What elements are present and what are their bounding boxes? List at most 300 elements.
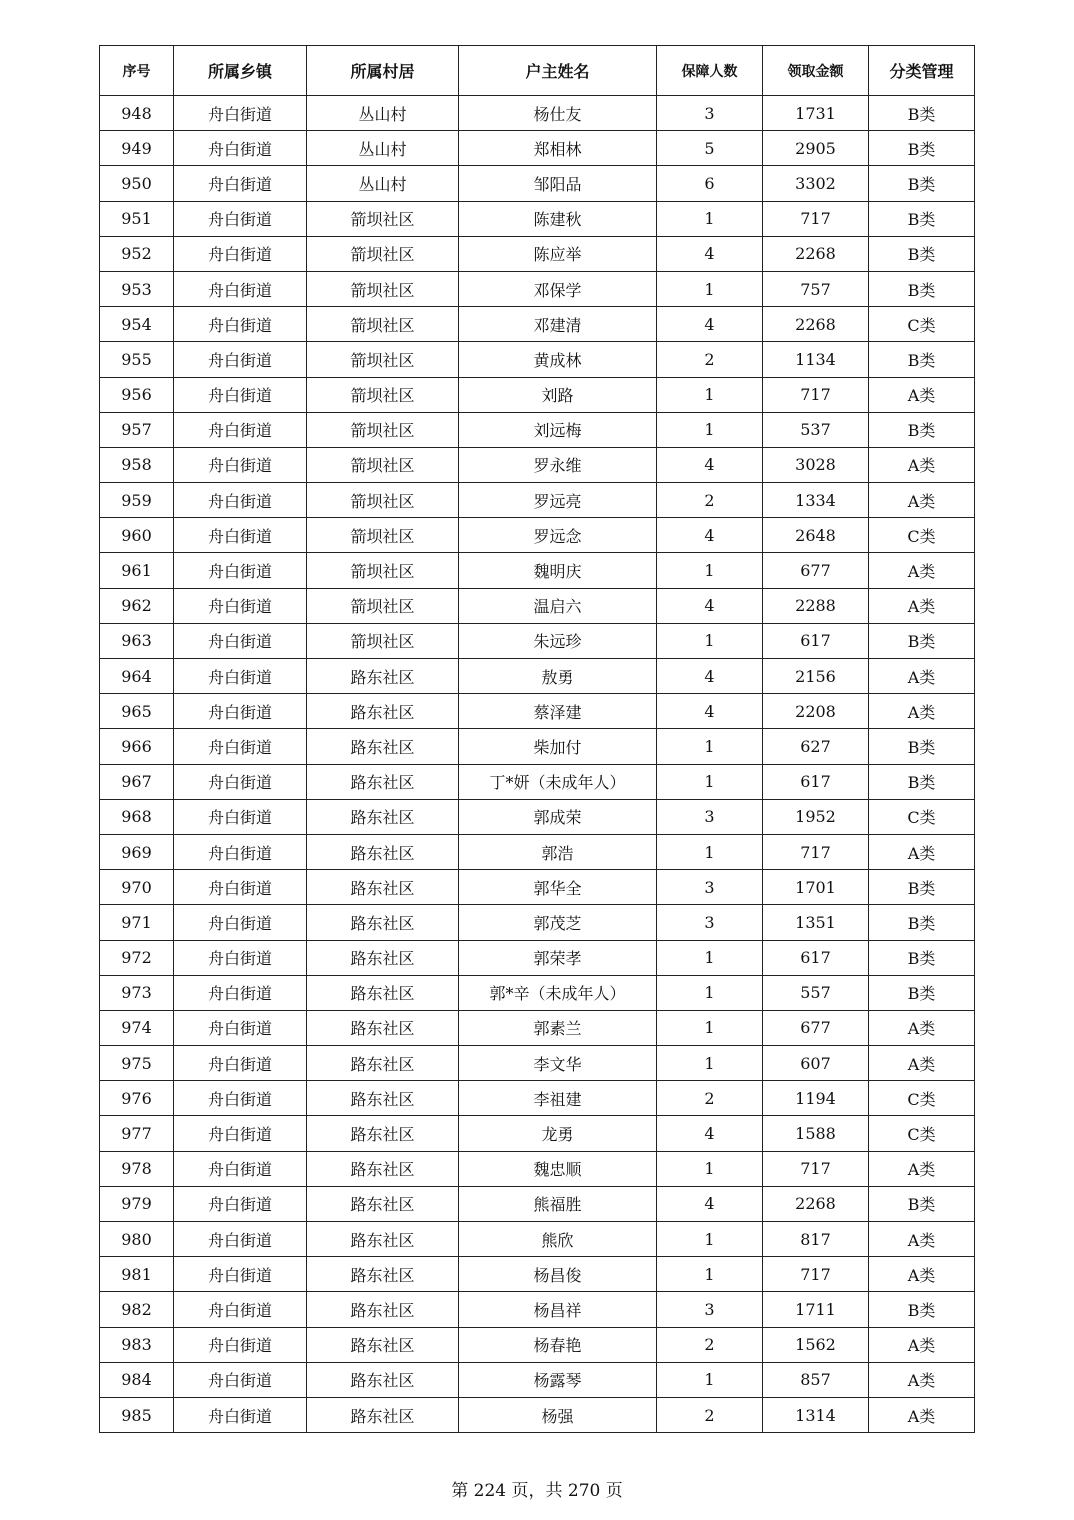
table-header-row bbox=[100, 46, 975, 96]
township-cell: 舟白街道 bbox=[174, 1116, 307, 1151]
covered-persons-cell: 1 bbox=[657, 1151, 763, 1186]
table-row bbox=[100, 1151, 975, 1186]
serial-cell: 980 bbox=[100, 1222, 174, 1257]
amount-cell: 677 bbox=[763, 553, 869, 588]
village-cell: 路东社区 bbox=[307, 834, 459, 869]
category-cell: A类 bbox=[869, 1362, 975, 1397]
category-cell: A类 bbox=[869, 553, 975, 588]
householder-cell: 陈应举 bbox=[459, 236, 657, 271]
category-cell: A类 bbox=[869, 377, 975, 412]
householder-cell: 敖勇 bbox=[459, 659, 657, 694]
township-cell: 舟白街道 bbox=[174, 307, 307, 342]
serial-cell: 963 bbox=[100, 623, 174, 658]
table-row bbox=[100, 447, 975, 482]
serial-cell: 974 bbox=[100, 1010, 174, 1045]
category-cell: A类 bbox=[869, 1397, 975, 1432]
covered-persons-cell: 4 bbox=[657, 447, 763, 482]
covered-persons-cell: 2 bbox=[657, 342, 763, 377]
assistance-roster-table bbox=[99, 45, 975, 1433]
village-cell: 箭坝社区 bbox=[307, 307, 459, 342]
covered-persons-cell: 5 bbox=[657, 131, 763, 166]
serial-cell: 957 bbox=[100, 412, 174, 447]
table-row bbox=[100, 342, 975, 377]
township-cell: 舟白街道 bbox=[174, 694, 307, 729]
amount-cell: 817 bbox=[763, 1222, 869, 1257]
village-cell: 路东社区 bbox=[307, 1222, 459, 1257]
amount-cell: 2208 bbox=[763, 694, 869, 729]
amount-cell: 3302 bbox=[763, 166, 869, 201]
serial-cell: 959 bbox=[100, 483, 174, 518]
serial-cell: 958 bbox=[100, 447, 174, 482]
township-cell: 舟白街道 bbox=[174, 271, 307, 306]
township-cell: 舟白街道 bbox=[174, 96, 307, 131]
householder-cell: 刘路 bbox=[459, 377, 657, 412]
village-cell: 箭坝社区 bbox=[307, 483, 459, 518]
covered-persons-cell: 3 bbox=[657, 1292, 763, 1327]
amount-cell: 2268 bbox=[763, 1186, 869, 1221]
householder-cell: 熊欣 bbox=[459, 1222, 657, 1257]
serial-cell: 955 bbox=[100, 342, 174, 377]
amount-cell: 1588 bbox=[763, 1116, 869, 1151]
amount-cell: 717 bbox=[763, 1257, 869, 1292]
table-row bbox=[100, 271, 975, 306]
amount-cell: 2288 bbox=[763, 588, 869, 623]
serial-cell: 966 bbox=[100, 729, 174, 764]
village-cell: 箭坝社区 bbox=[307, 623, 459, 658]
serial-cell: 972 bbox=[100, 940, 174, 975]
covered-persons-cell: 1 bbox=[657, 834, 763, 869]
covered-persons-cell: 1 bbox=[657, 940, 763, 975]
village-cell: 路东社区 bbox=[307, 1257, 459, 1292]
township-cell: 舟白街道 bbox=[174, 131, 307, 166]
township-cell: 舟白街道 bbox=[174, 659, 307, 694]
township-cell: 舟白街道 bbox=[174, 870, 307, 905]
category-cell: B类 bbox=[869, 131, 975, 166]
category-cell: C类 bbox=[869, 518, 975, 553]
table-row bbox=[100, 694, 975, 729]
township-cell: 舟白街道 bbox=[174, 940, 307, 975]
serial-cell: 981 bbox=[100, 1257, 174, 1292]
covered-persons-cell: 6 bbox=[657, 166, 763, 201]
township-cell: 舟白街道 bbox=[174, 1046, 307, 1081]
covered-persons-cell: 1 bbox=[657, 1010, 763, 1045]
township-cell: 舟白街道 bbox=[174, 1222, 307, 1257]
covered-persons-cell: 1 bbox=[657, 729, 763, 764]
amount-cell: 857 bbox=[763, 1362, 869, 1397]
township-cell: 舟白街道 bbox=[174, 518, 307, 553]
amount-cell: 677 bbox=[763, 1010, 869, 1045]
village-cell: 路东社区 bbox=[307, 764, 459, 799]
table-row bbox=[100, 131, 975, 166]
covered-persons-cell: 1 bbox=[657, 412, 763, 447]
serial-cell: 948 bbox=[100, 96, 174, 131]
covered-persons-cell: 1 bbox=[657, 201, 763, 236]
village-cell: 路东社区 bbox=[307, 1010, 459, 1045]
category-cell: B类 bbox=[869, 166, 975, 201]
amount-cell: 1952 bbox=[763, 799, 869, 834]
covered-persons-cell: 4 bbox=[657, 1186, 763, 1221]
serial-cell: 976 bbox=[100, 1081, 174, 1116]
serial-cell: 985 bbox=[100, 1397, 174, 1432]
category-cell: B类 bbox=[869, 1186, 975, 1221]
householder-cell: 郭浩 bbox=[459, 834, 657, 869]
township-cell: 舟白街道 bbox=[174, 729, 307, 764]
category-cell: C类 bbox=[869, 307, 975, 342]
covered-persons-cell: 4 bbox=[657, 659, 763, 694]
amount-cell: 2156 bbox=[763, 659, 869, 694]
village-cell: 路东社区 bbox=[307, 799, 459, 834]
householder-cell: 杨露琴 bbox=[459, 1362, 657, 1397]
township-cell: 舟白街道 bbox=[174, 1010, 307, 1045]
township-cell: 舟白街道 bbox=[174, 553, 307, 588]
serial-cell: 970 bbox=[100, 870, 174, 905]
covered-persons-cell: 2 bbox=[657, 1327, 763, 1362]
village-cell: 路东社区 bbox=[307, 659, 459, 694]
category-cell: A类 bbox=[869, 834, 975, 869]
householder-cell: 郑相林 bbox=[459, 131, 657, 166]
householder-cell: 杨昌俊 bbox=[459, 1257, 657, 1292]
village-cell: 路东社区 bbox=[307, 870, 459, 905]
village-cell: 箭坝社区 bbox=[307, 447, 459, 482]
village-cell: 路东社区 bbox=[307, 1397, 459, 1432]
village-cell: 箭坝社区 bbox=[307, 271, 459, 306]
amount-cell: 717 bbox=[763, 377, 869, 412]
village-cell: 丛山村 bbox=[307, 131, 459, 166]
householder-cell: 龙勇 bbox=[459, 1116, 657, 1151]
category-cell: A类 bbox=[869, 1151, 975, 1186]
serial-cell: 979 bbox=[100, 1186, 174, 1221]
serial-cell: 953 bbox=[100, 271, 174, 306]
table-row bbox=[100, 729, 975, 764]
header-village: 所属村居 bbox=[307, 46, 459, 96]
township-cell: 舟白街道 bbox=[174, 1257, 307, 1292]
covered-persons-cell: 2 bbox=[657, 1081, 763, 1116]
table-row bbox=[100, 940, 975, 975]
amount-cell: 1562 bbox=[763, 1327, 869, 1362]
category-cell: C类 bbox=[869, 1116, 975, 1151]
township-cell: 舟白街道 bbox=[174, 1081, 307, 1116]
township-cell: 舟白街道 bbox=[174, 166, 307, 201]
householder-cell: 罗永维 bbox=[459, 447, 657, 482]
serial-cell: 962 bbox=[100, 588, 174, 623]
township-cell: 舟白街道 bbox=[174, 201, 307, 236]
householder-cell: 魏明庆 bbox=[459, 553, 657, 588]
village-cell: 箭坝社区 bbox=[307, 518, 459, 553]
table-row bbox=[100, 1257, 975, 1292]
village-cell: 丛山村 bbox=[307, 166, 459, 201]
table-row bbox=[100, 1292, 975, 1327]
householder-cell: 杨强 bbox=[459, 1397, 657, 1432]
village-cell: 路东社区 bbox=[307, 1362, 459, 1397]
table-row bbox=[100, 905, 975, 940]
householder-cell: 熊福胜 bbox=[459, 1186, 657, 1221]
category-cell: C类 bbox=[869, 799, 975, 834]
page-number-footer: 第 224 页，共 270 页 bbox=[451, 1481, 623, 1501]
village-cell: 路东社区 bbox=[307, 1116, 459, 1151]
covered-persons-cell: 1 bbox=[657, 975, 763, 1010]
category-cell: B类 bbox=[869, 940, 975, 975]
amount-cell: 617 bbox=[763, 940, 869, 975]
serial-cell: 965 bbox=[100, 694, 174, 729]
township-cell: 舟白街道 bbox=[174, 1186, 307, 1221]
covered-persons-cell: 1 bbox=[657, 1257, 763, 1292]
village-cell: 箭坝社区 bbox=[307, 236, 459, 271]
table-row bbox=[100, 659, 975, 694]
category-cell: A类 bbox=[869, 588, 975, 623]
table-row bbox=[100, 483, 975, 518]
householder-cell: 丁*妍（未成年人） bbox=[459, 764, 657, 799]
serial-cell: 977 bbox=[100, 1116, 174, 1151]
serial-cell: 969 bbox=[100, 834, 174, 869]
category-cell: B类 bbox=[869, 870, 975, 905]
village-cell: 路东社区 bbox=[307, 1081, 459, 1116]
amount-cell: 2648 bbox=[763, 518, 869, 553]
householder-cell: 杨昌祥 bbox=[459, 1292, 657, 1327]
covered-persons-cell: 1 bbox=[657, 1362, 763, 1397]
amount-cell: 2268 bbox=[763, 236, 869, 271]
category-cell: A类 bbox=[869, 1046, 975, 1081]
serial-cell: 960 bbox=[100, 518, 174, 553]
table-row bbox=[100, 1116, 975, 1151]
covered-persons-cell: 1 bbox=[657, 553, 763, 588]
covered-persons-cell: 4 bbox=[657, 236, 763, 271]
amount-cell: 717 bbox=[763, 834, 869, 869]
covered-persons-cell: 4 bbox=[657, 588, 763, 623]
amount-cell: 2268 bbox=[763, 307, 869, 342]
township-cell: 舟白街道 bbox=[174, 588, 307, 623]
township-cell: 舟白街道 bbox=[174, 1292, 307, 1327]
village-cell: 箭坝社区 bbox=[307, 412, 459, 447]
householder-cell: 郭茂芝 bbox=[459, 905, 657, 940]
category-cell: B类 bbox=[869, 1292, 975, 1327]
householder-cell: 罗远亮 bbox=[459, 483, 657, 518]
category-cell: B类 bbox=[869, 271, 975, 306]
category-cell: A类 bbox=[869, 1222, 975, 1257]
header-amount: 领取金额 bbox=[763, 46, 869, 96]
householder-cell: 李文华 bbox=[459, 1046, 657, 1081]
serial-cell: 968 bbox=[100, 799, 174, 834]
table-row bbox=[100, 1327, 975, 1362]
category-cell: B类 bbox=[869, 905, 975, 940]
township-cell: 舟白街道 bbox=[174, 834, 307, 869]
table-row bbox=[100, 623, 975, 658]
amount-cell: 537 bbox=[763, 412, 869, 447]
covered-persons-cell: 3 bbox=[657, 905, 763, 940]
township-cell: 舟白街道 bbox=[174, 1327, 307, 1362]
amount-cell: 1731 bbox=[763, 96, 869, 131]
table-row bbox=[100, 377, 975, 412]
table-row bbox=[100, 1397, 975, 1432]
village-cell: 路东社区 bbox=[307, 975, 459, 1010]
serial-cell: 982 bbox=[100, 1292, 174, 1327]
category-cell: B类 bbox=[869, 96, 975, 131]
covered-persons-cell: 4 bbox=[657, 1116, 763, 1151]
amount-cell: 1314 bbox=[763, 1397, 869, 1432]
covered-persons-cell: 3 bbox=[657, 870, 763, 905]
category-cell: A类 bbox=[869, 447, 975, 482]
householder-cell: 柴加付 bbox=[459, 729, 657, 764]
householder-cell: 温启六 bbox=[459, 588, 657, 623]
category-cell: A类 bbox=[869, 1257, 975, 1292]
amount-cell: 1134 bbox=[763, 342, 869, 377]
category-cell: A类 bbox=[869, 483, 975, 518]
amount-cell: 1711 bbox=[763, 1292, 869, 1327]
covered-persons-cell: 2 bbox=[657, 483, 763, 518]
serial-cell: 975 bbox=[100, 1046, 174, 1081]
householder-cell: 陈建秋 bbox=[459, 201, 657, 236]
township-cell: 舟白街道 bbox=[174, 447, 307, 482]
serial-cell: 967 bbox=[100, 764, 174, 799]
table-row bbox=[100, 1222, 975, 1257]
village-cell: 路东社区 bbox=[307, 1046, 459, 1081]
village-cell: 路东社区 bbox=[307, 1327, 459, 1362]
table-row bbox=[100, 870, 975, 905]
covered-persons-cell: 3 bbox=[657, 96, 763, 131]
householder-cell: 李祖建 bbox=[459, 1081, 657, 1116]
village-cell: 箭坝社区 bbox=[307, 553, 459, 588]
covered-persons-cell: 4 bbox=[657, 307, 763, 342]
serial-cell: 950 bbox=[100, 166, 174, 201]
village-cell: 箭坝社区 bbox=[307, 342, 459, 377]
table-row bbox=[100, 96, 975, 131]
category-cell: A类 bbox=[869, 1010, 975, 1045]
village-cell: 路东社区 bbox=[307, 1292, 459, 1327]
householder-cell: 蔡泽建 bbox=[459, 694, 657, 729]
serial-cell: 956 bbox=[100, 377, 174, 412]
table-row bbox=[100, 307, 975, 342]
covered-persons-cell: 4 bbox=[657, 694, 763, 729]
amount-cell: 607 bbox=[763, 1046, 869, 1081]
table-row bbox=[100, 1046, 975, 1081]
table-row bbox=[100, 588, 975, 623]
householder-cell: 杨仕友 bbox=[459, 96, 657, 131]
township-cell: 舟白街道 bbox=[174, 1362, 307, 1397]
village-cell: 路东社区 bbox=[307, 729, 459, 764]
village-cell: 箭坝社区 bbox=[307, 377, 459, 412]
amount-cell: 717 bbox=[763, 1151, 869, 1186]
table-body bbox=[100, 96, 975, 1433]
amount-cell: 627 bbox=[763, 729, 869, 764]
serial-cell: 952 bbox=[100, 236, 174, 271]
township-cell: 舟白街道 bbox=[174, 764, 307, 799]
serial-cell: 983 bbox=[100, 1327, 174, 1362]
householder-cell: 郭华全 bbox=[459, 870, 657, 905]
covered-persons-cell: 1 bbox=[657, 623, 763, 658]
category-cell: B类 bbox=[869, 412, 975, 447]
householder-cell: 朱远珍 bbox=[459, 623, 657, 658]
householder-cell: 郭*辛（未成年人） bbox=[459, 975, 657, 1010]
amount-cell: 757 bbox=[763, 271, 869, 306]
amount-cell: 2905 bbox=[763, 131, 869, 166]
township-cell: 舟白街道 bbox=[174, 342, 307, 377]
serial-cell: 964 bbox=[100, 659, 174, 694]
township-cell: 舟白街道 bbox=[174, 412, 307, 447]
header-householder: 户主姓名 bbox=[459, 46, 657, 96]
covered-persons-cell: 2 bbox=[657, 1397, 763, 1432]
township-cell: 舟白街道 bbox=[174, 377, 307, 412]
covered-persons-cell: 1 bbox=[657, 764, 763, 799]
village-cell: 路东社区 bbox=[307, 940, 459, 975]
category-cell: B类 bbox=[869, 342, 975, 377]
serial-cell: 973 bbox=[100, 975, 174, 1010]
header-township: 所属乡镇 bbox=[174, 46, 307, 96]
category-cell: B类 bbox=[869, 623, 975, 658]
covered-persons-cell: 1 bbox=[657, 377, 763, 412]
covered-persons-cell: 1 bbox=[657, 1046, 763, 1081]
amount-cell: 617 bbox=[763, 764, 869, 799]
township-cell: 舟白街道 bbox=[174, 799, 307, 834]
table-row bbox=[100, 1186, 975, 1221]
village-cell: 路东社区 bbox=[307, 1151, 459, 1186]
category-cell: B类 bbox=[869, 764, 975, 799]
serial-cell: 949 bbox=[100, 131, 174, 166]
serial-cell: 961 bbox=[100, 553, 174, 588]
township-cell: 舟白街道 bbox=[174, 623, 307, 658]
table-row bbox=[100, 764, 975, 799]
village-cell: 路东社区 bbox=[307, 694, 459, 729]
householder-cell: 郭荣孝 bbox=[459, 940, 657, 975]
township-cell: 舟白街道 bbox=[174, 905, 307, 940]
householder-cell: 邓保学 bbox=[459, 271, 657, 306]
table-row bbox=[100, 412, 975, 447]
householder-cell: 魏忠顺 bbox=[459, 1151, 657, 1186]
amount-cell: 1701 bbox=[763, 870, 869, 905]
serial-cell: 954 bbox=[100, 307, 174, 342]
covered-persons-cell: 4 bbox=[657, 518, 763, 553]
category-cell: A类 bbox=[869, 659, 975, 694]
village-cell: 路东社区 bbox=[307, 1186, 459, 1221]
village-cell: 箭坝社区 bbox=[307, 201, 459, 236]
householder-cell: 刘远梅 bbox=[459, 412, 657, 447]
amount-cell: 617 bbox=[763, 623, 869, 658]
serial-cell: 978 bbox=[100, 1151, 174, 1186]
householder-cell: 黄成林 bbox=[459, 342, 657, 377]
table-row bbox=[100, 799, 975, 834]
serial-cell: 971 bbox=[100, 905, 174, 940]
householder-cell: 罗远念 bbox=[459, 518, 657, 553]
header-category: 分类管理 bbox=[869, 46, 975, 96]
village-cell: 丛山村 bbox=[307, 96, 459, 131]
amount-cell: 557 bbox=[763, 975, 869, 1010]
village-cell: 路东社区 bbox=[307, 905, 459, 940]
amount-cell: 1194 bbox=[763, 1081, 869, 1116]
category-cell: B类 bbox=[869, 236, 975, 271]
table-row bbox=[100, 236, 975, 271]
amount-cell: 717 bbox=[763, 201, 869, 236]
township-cell: 舟白街道 bbox=[174, 1151, 307, 1186]
table-row bbox=[100, 166, 975, 201]
amount-cell: 1334 bbox=[763, 483, 869, 518]
table-row bbox=[100, 553, 975, 588]
township-cell: 舟白街道 bbox=[174, 975, 307, 1010]
table-row bbox=[100, 1362, 975, 1397]
township-cell: 舟白街道 bbox=[174, 1397, 307, 1432]
householder-cell: 郭成荣 bbox=[459, 799, 657, 834]
covered-persons-cell: 1 bbox=[657, 271, 763, 306]
category-cell: B类 bbox=[869, 729, 975, 764]
table-row bbox=[100, 518, 975, 553]
householder-cell: 郭素兰 bbox=[459, 1010, 657, 1045]
householder-cell: 邹阳品 bbox=[459, 166, 657, 201]
category-cell: B类 bbox=[869, 201, 975, 236]
category-cell: C类 bbox=[869, 1081, 975, 1116]
covered-persons-cell: 3 bbox=[657, 799, 763, 834]
covered-persons-cell: 1 bbox=[657, 1222, 763, 1257]
header-covered-persons: 保障人数 bbox=[657, 46, 763, 96]
header-serial: 序号 bbox=[100, 46, 174, 96]
category-cell: B类 bbox=[869, 975, 975, 1010]
township-cell: 舟白街道 bbox=[174, 483, 307, 518]
